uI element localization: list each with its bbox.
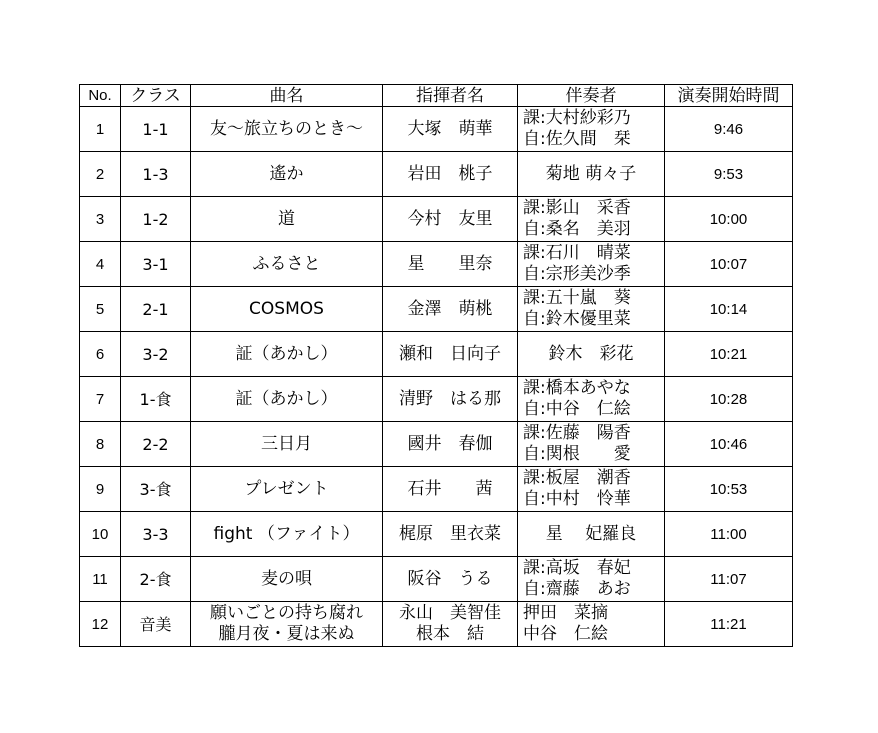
cell-conductor <box>383 512 518 557</box>
cell-song-line: 証（あかし） <box>235 388 338 409</box>
table-row <box>80 602 793 647</box>
header-row <box>80 85 793 107</box>
cell-accompanist-line: 課:石川 晴菜 <box>523 243 631 263</box>
performance-schedule-table <box>79 84 793 647</box>
cell-conductor-line: 大塚 萌華 <box>407 118 493 139</box>
cell-start-time: 10:53 <box>665 467 793 512</box>
cell-accompanist-line: 自:中村 怜華 <box>523 489 631 509</box>
cell-conductor <box>383 557 518 602</box>
cell-accompanist-line: 自:鈴木優里菜 <box>523 309 631 329</box>
cell-start-time: 10:21 <box>665 332 793 377</box>
cell-start-time: 10:07 <box>665 242 793 287</box>
cell-conductor-line: 永山 美智佳 <box>399 603 501 623</box>
cell-accompanist-line: 課:板屋 潮香 <box>523 468 631 488</box>
cell-song-line: 願いごとの持ち腐れ <box>210 603 363 623</box>
cell-conductor-line: 梶原 里衣菜 <box>399 523 501 544</box>
cell-song <box>191 602 383 647</box>
cell-conductor-line: 瀬和 日向子 <box>399 343 501 364</box>
cell-song <box>191 107 383 152</box>
table-row <box>80 467 793 512</box>
cell-class: 2-食 <box>121 557 191 602</box>
cell-song-line: 証（あかし） <box>235 343 338 364</box>
table-row <box>80 332 793 377</box>
cell-song <box>191 152 383 197</box>
cell-song <box>191 332 383 377</box>
cell-accompanist <box>518 242 665 287</box>
cell-conductor <box>383 242 518 287</box>
cell-song-line: 遙か <box>269 163 304 184</box>
cell-accompanist-line: 課:大村紗彩乃 <box>523 108 631 128</box>
cell-song-line: 三日月 <box>261 433 312 454</box>
cell-conductor <box>383 332 518 377</box>
header-no: No. <box>80 85 121 107</box>
cell-conductor-line: 國井 春伽 <box>407 433 493 454</box>
table-row <box>80 422 793 467</box>
cell-accompanist-line: 自:齋藤 あお <box>523 579 631 599</box>
cell-song <box>191 467 383 512</box>
cell-accompanist-line: 課:高坂 春妃 <box>523 558 631 578</box>
cell-class: 2-2 <box>121 422 191 467</box>
cell-conductor-line: 星 里奈 <box>407 253 493 274</box>
cell-class: 音美 <box>121 602 191 647</box>
cell-start-time: 10:00 <box>665 197 793 242</box>
cell-song-line: 道 <box>278 208 295 229</box>
header-conductor: 指揮者名 <box>383 85 518 107</box>
cell-accompanist <box>518 287 665 332</box>
cell-conductor <box>383 107 518 152</box>
cell-accompanist <box>518 602 665 647</box>
cell-accompanist <box>518 107 665 152</box>
cell-accompanist-line: 中谷 仁絵 <box>523 624 608 644</box>
cell-conductor <box>383 377 518 422</box>
cell-conductor-line: 今村 友里 <box>407 208 493 229</box>
cell-start-time: 11:00 <box>665 512 793 557</box>
header-song: 曲名 <box>191 85 383 107</box>
cell-start-time: 10:28 <box>665 377 793 422</box>
cell-conductor <box>383 287 518 332</box>
cell-class: 1-2 <box>121 197 191 242</box>
cell-accompanist <box>518 332 665 377</box>
table-row <box>80 512 793 557</box>
cell-conductor-line: 金澤 萌桃 <box>407 298 493 319</box>
cell-accompanist-line: 自:関根 愛 <box>523 444 631 464</box>
cell-conductor-line: 石井 茜 <box>407 478 493 499</box>
cell-conductor-line: 根本 結 <box>416 624 484 644</box>
cell-start-time: 10:14 <box>665 287 793 332</box>
table-row <box>80 287 793 332</box>
cell-conductor-line: 清野 はる那 <box>399 388 501 409</box>
cell-start-time: 9:46 <box>665 107 793 152</box>
cell-accompanist-line: 自:佐久間 栞 <box>523 129 631 149</box>
cell-conductor <box>383 152 518 197</box>
cell-song-line: ふるさと <box>252 253 321 274</box>
cell-conductor <box>383 467 518 512</box>
cell-conductor-line: 阪谷 うる <box>407 568 493 589</box>
cell-song <box>191 242 383 287</box>
cell-no: 7 <box>80 377 121 422</box>
cell-no: 3 <box>80 197 121 242</box>
cell-song-line: fight （ファイト） <box>213 523 360 544</box>
cell-accompanist <box>518 197 665 242</box>
cell-conductor-line: 岩田 桃子 <box>407 163 493 184</box>
cell-song <box>191 377 383 422</box>
cell-no: 5 <box>80 287 121 332</box>
cell-song <box>191 287 383 332</box>
cell-song <box>191 557 383 602</box>
cell-no: 4 <box>80 242 121 287</box>
cell-no: 9 <box>80 467 121 512</box>
cell-start-time: 11:21 <box>665 602 793 647</box>
cell-class: 2-1 <box>121 287 191 332</box>
table-row <box>80 557 793 602</box>
cell-class: 1-3 <box>121 152 191 197</box>
cell-accompanist-line: 星 妃羅良 <box>545 523 637 544</box>
header-accompanist: 伴奏者 <box>518 85 665 107</box>
cell-class: 1-1 <box>121 107 191 152</box>
cell-no: 8 <box>80 422 121 467</box>
table-row <box>80 152 793 197</box>
cell-start-time: 11:07 <box>665 557 793 602</box>
cell-accompanist-line: 押田 菜摘 <box>523 603 608 623</box>
cell-no: 12 <box>80 602 121 647</box>
table-row <box>80 107 793 152</box>
cell-song-line: プレゼント <box>244 478 329 499</box>
cell-class: 3-1 <box>121 242 191 287</box>
cell-accompanist-line: 課:影山 采香 <box>523 198 631 218</box>
cell-accompanist-line: 自:桑名 美羽 <box>523 219 631 239</box>
cell-conductor <box>383 602 518 647</box>
cell-class: 1-食 <box>121 377 191 422</box>
header-class: クラス <box>121 85 191 107</box>
cell-song-line: COSMOS <box>249 298 324 319</box>
cell-accompanist-line: 自:宗形美沙季 <box>523 264 631 284</box>
cell-accompanist <box>518 422 665 467</box>
cell-accompanist-line: 鈴木 彩花 <box>548 343 634 364</box>
cell-class: 3-3 <box>121 512 191 557</box>
cell-no: 6 <box>80 332 121 377</box>
cell-class: 3-2 <box>121 332 191 377</box>
cell-song-line: 麦の唄 <box>261 568 312 589</box>
cell-song-line: 友～旅立ちのとき～ <box>210 118 363 139</box>
cell-song <box>191 197 383 242</box>
cell-no: 2 <box>80 152 121 197</box>
header-start-time: 演奏開始時間 <box>665 85 793 107</box>
table-row <box>80 197 793 242</box>
cell-start-time: 10:46 <box>665 422 793 467</box>
cell-conductor <box>383 197 518 242</box>
cell-accompanist-line: 課:佐藤 陽香 <box>523 423 631 443</box>
table-row <box>80 377 793 422</box>
cell-accompanist-line: 菊地 萌々子 <box>545 163 637 184</box>
cell-conductor <box>383 422 518 467</box>
cell-no: 10 <box>80 512 121 557</box>
cell-song <box>191 512 383 557</box>
cell-accompanist <box>518 377 665 422</box>
cell-accompanist <box>518 152 665 197</box>
cell-accompanist-line: 課:橋本あやな <box>523 378 631 398</box>
cell-no: 11 <box>80 557 121 602</box>
cell-accompanist-line: 課:五十嵐 葵 <box>523 288 631 308</box>
table-row <box>80 242 793 287</box>
cell-no: 1 <box>80 107 121 152</box>
schedule-body <box>80 107 793 647</box>
cell-accompanist <box>518 512 665 557</box>
cell-song <box>191 422 383 467</box>
cell-accompanist <box>518 467 665 512</box>
cell-class: 3-食 <box>121 467 191 512</box>
cell-song-line: 朧月夜・夏は来ぬ <box>218 624 355 644</box>
cell-accompanist-line: 自:中谷 仁絵 <box>523 399 631 419</box>
cell-start-time: 9:53 <box>665 152 793 197</box>
cell-accompanist <box>518 557 665 602</box>
